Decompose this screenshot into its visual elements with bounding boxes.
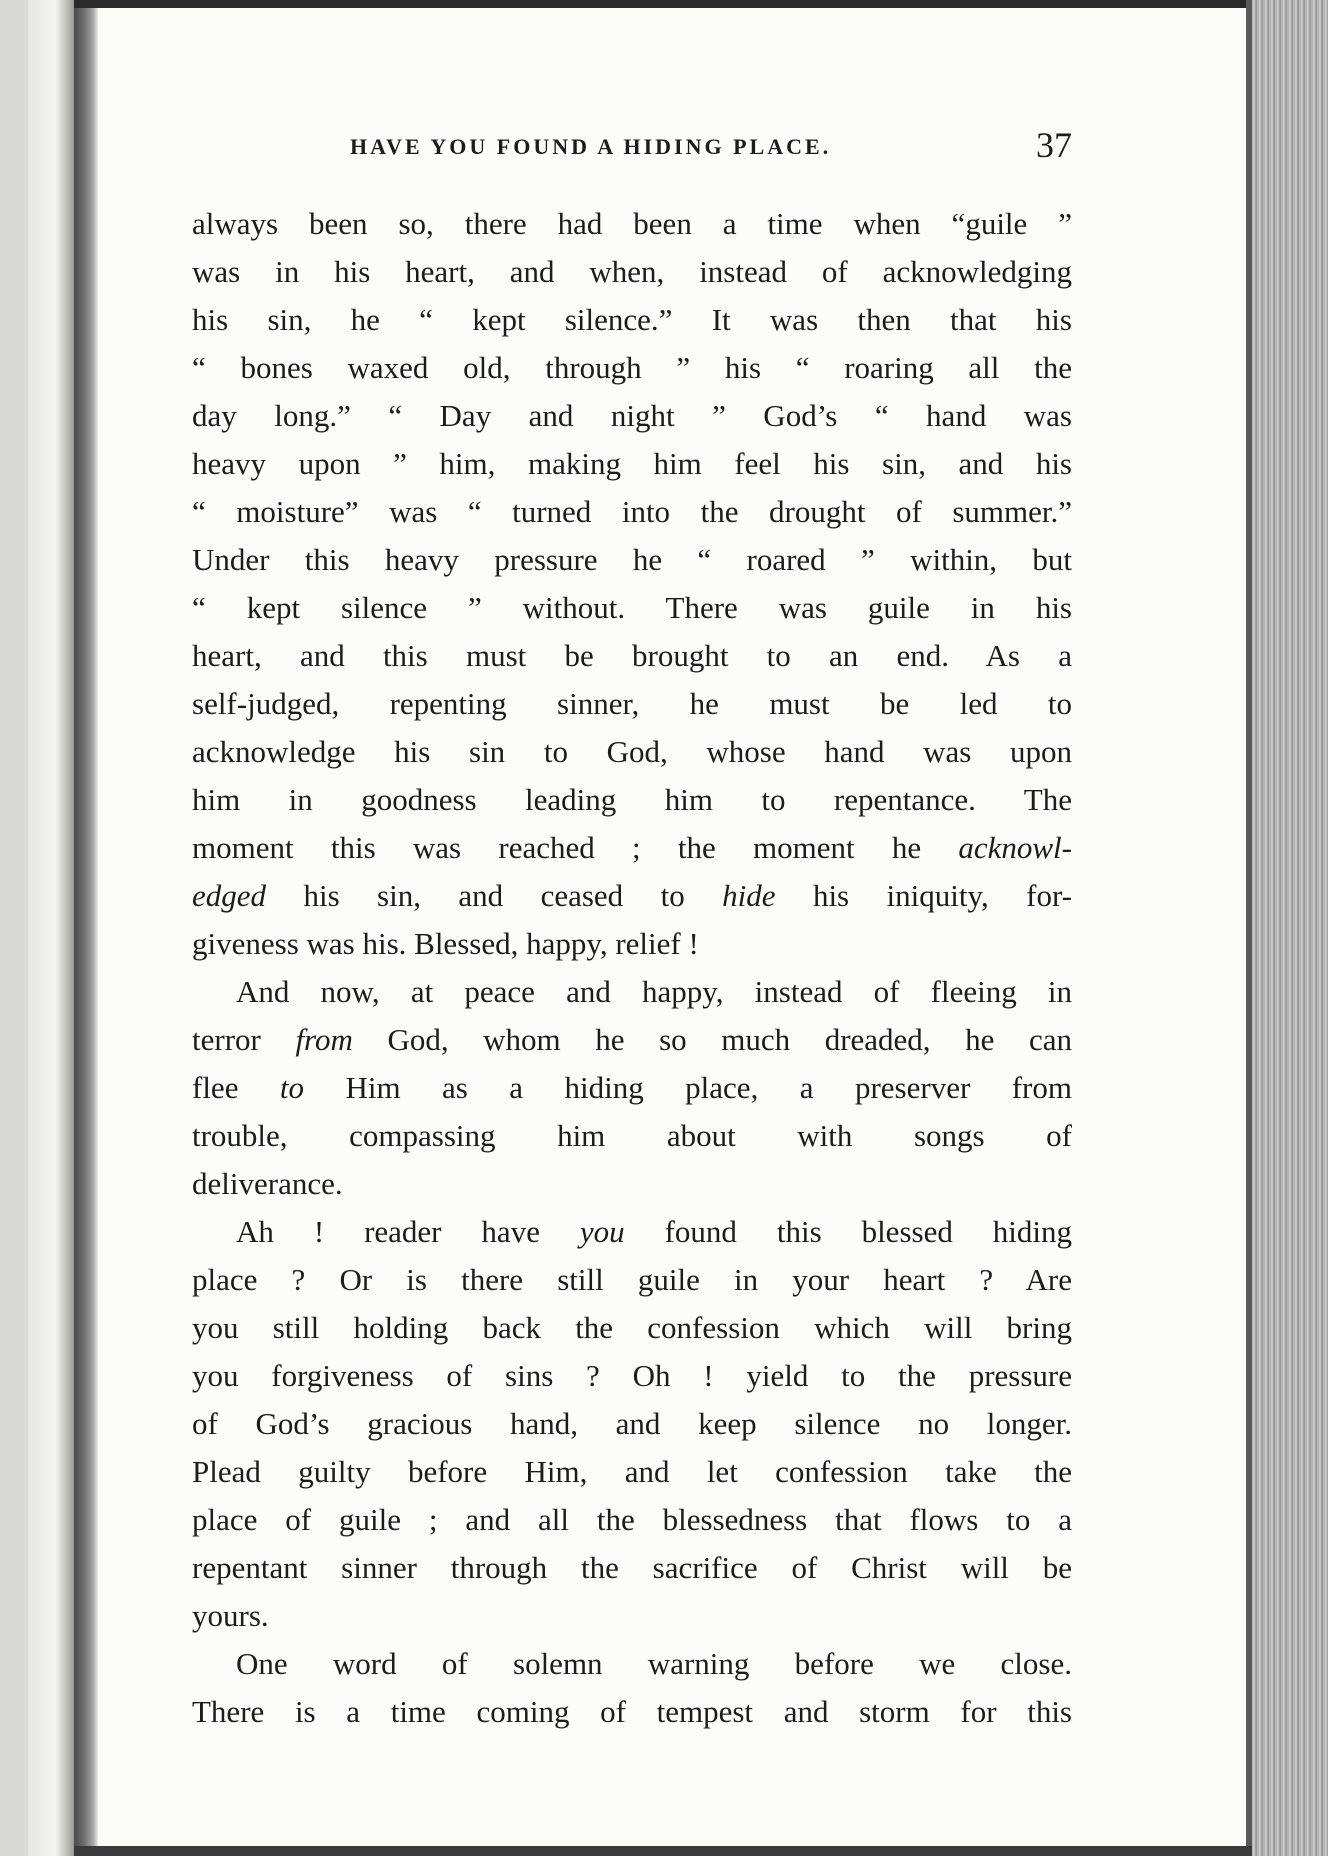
- text-line: repentant sinner through the sacrifice of Christ will be: [192, 1550, 1072, 1585]
- text-line: There is a time coming of tempest and storm for this: [192, 1694, 1072, 1729]
- text-line: place ? Or is there still guile in your heart ? Are: [192, 1262, 1072, 1297]
- text-line: you forgiveness of sins ? Oh ! yield to the pressure: [192, 1358, 1072, 1393]
- bottom-scan-border: [74, 1846, 1252, 1856]
- running-head: HAVE YOU FOUND A HIDING PLACE.: [350, 134, 832, 159]
- page-stack: [1252, 0, 1328, 1856]
- text-line: you still holding back the confession which will bring: [192, 1310, 1072, 1345]
- text-line: And now, at peace and happy, instead of fleeing in: [236, 974, 1072, 1009]
- text-line: Plead guilty before Him, and let confession take the: [192, 1454, 1072, 1489]
- text-line: self-judged, repenting sinner, he must be led to: [192, 686, 1072, 721]
- text-line: moment this was reached ; the moment he acknowl-: [192, 830, 1072, 865]
- text-line: terror from God, whom he so much dreaded, he can: [192, 1022, 1072, 1057]
- text-line: “ bones waxed old, through ” his “ roaring all the: [192, 350, 1072, 385]
- text-line: of God’s gracious hand, and keep silence no longer.: [192, 1406, 1072, 1441]
- text-line: his sin, he “ kept silence.” It was then that his: [192, 302, 1072, 337]
- body-text: [192, 200, 1072, 1736]
- text-line: Ah ! reader have you found this blessed hiding: [236, 1214, 1072, 1249]
- left-gutter: [0, 0, 28, 1856]
- text-line: heart, and this must be brought to an end. As a: [192, 638, 1072, 673]
- text-line: giveness was his. Blessed, happy, relief !: [192, 926, 699, 961]
- text-line: Under this heavy pressure he “ roared ” within, but: [192, 542, 1072, 577]
- text-line: “ kept silence ” without. There was guile in his: [192, 590, 1072, 625]
- text-line: him in goodness leading him to repentance. The: [192, 782, 1072, 817]
- text-line: acknowledge his sin to God, whose hand was upon: [192, 734, 1072, 769]
- text-line: trouble, compassing him about with songs of: [192, 1118, 1072, 1153]
- page-number: 37: [1036, 125, 1072, 165]
- text-line: One word of solemn warning before we close.: [236, 1646, 1072, 1681]
- text-line: flee to Him as a hiding place, a preserver from: [192, 1070, 1072, 1105]
- text-line: heavy upon ” him, making him feel his sin, and his: [192, 446, 1072, 481]
- text-line: yours.: [192, 1598, 269, 1633]
- left-page-edge: [28, 0, 74, 1856]
- text-line: always been so, there had been a time when “guile ”: [192, 206, 1072, 241]
- binding-shadow: [74, 0, 98, 1856]
- text-line: place of guile ; and all the blessedness that flows to a: [192, 1502, 1072, 1537]
- text-line: edged his sin, and ceased to hide his iniquity, for-: [192, 878, 1072, 913]
- text-line: “ moisture” was “ turned into the drought of summer.”: [192, 494, 1072, 529]
- text-line: day long.” “ Day and night ” God’s “ hand was: [192, 398, 1072, 433]
- text-line: deliverance.: [192, 1166, 343, 1201]
- top-scan-border: [74, 0, 1254, 8]
- text-line: was in his heart, and when, instead of acknowledging: [192, 254, 1072, 289]
